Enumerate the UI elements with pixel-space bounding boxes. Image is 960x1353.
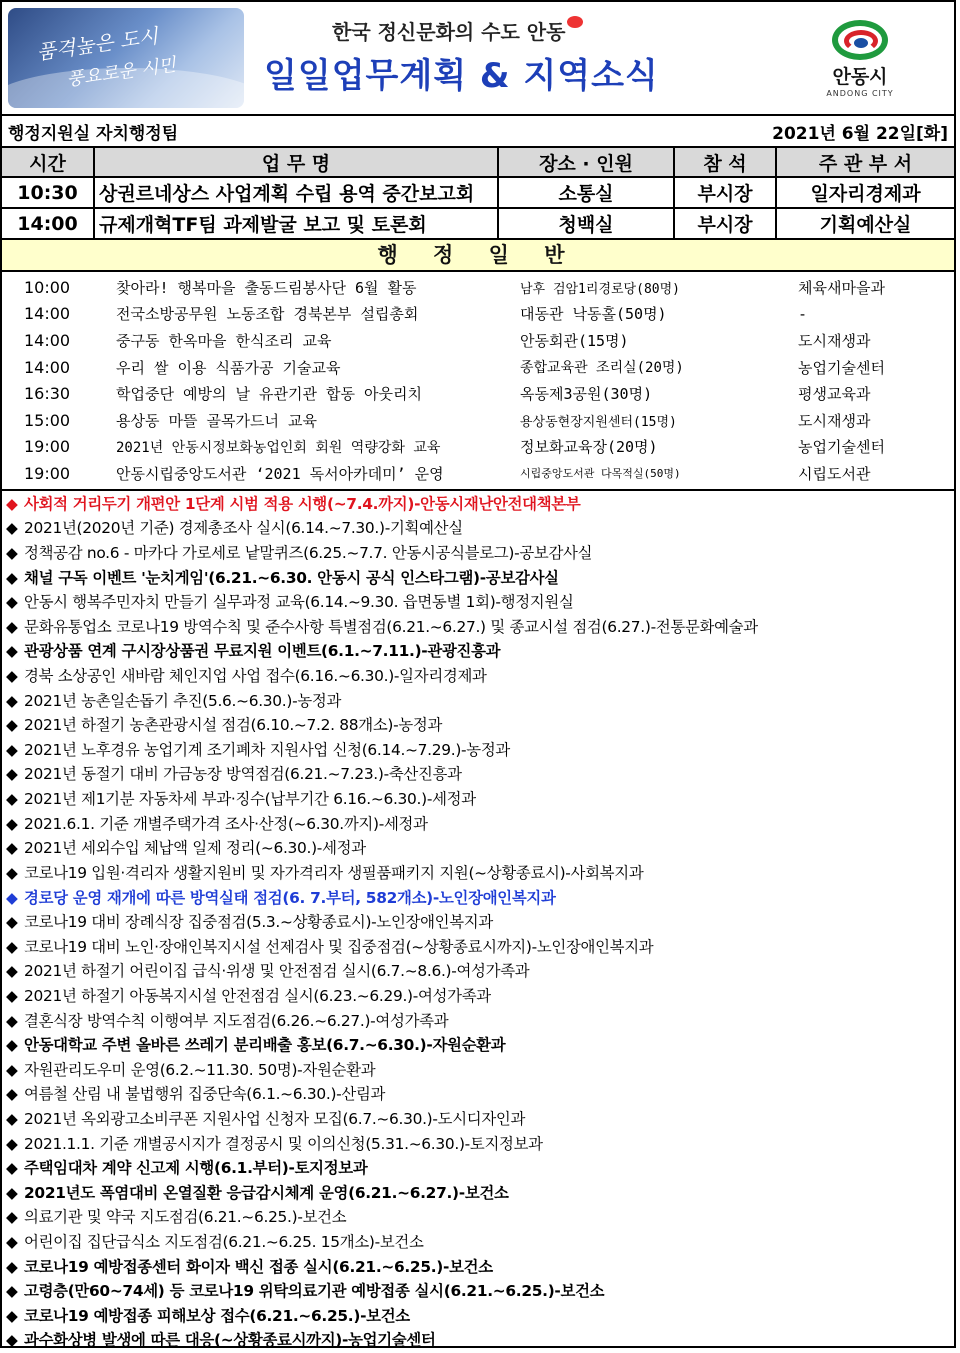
news-text: 여름철 산림 내 불법행위 집중단속(6.1.~6.30.)-산림과: [24, 1085, 386, 1104]
diamond-bullet-icon: ◆: [6, 1011, 18, 1030]
slogan-line1: 품격높은 도시: [35, 23, 160, 65]
general-time: 19:00: [24, 437, 71, 457]
news-text: 문화유통업소 코로나19 방역수칙 및 준수사항 특별점검(6.21.~6.27.) 및 종교시설 점검(6.27.)-전통문화예술과: [24, 617, 758, 636]
diamond-bullet-icon: ◆: [6, 716, 18, 735]
general-task: 전국소방공무원 노동조합 경북본부 설립총회: [116, 305, 419, 324]
diamond-bullet-icon: ◆: [6, 1085, 18, 1104]
news-item: [6, 1304, 954, 1329]
news-item: [6, 738, 954, 763]
schedule-dept: 일자리경제과: [776, 177, 954, 208]
news-text: 어린이집 집단급식소 지도점검(6.21.~6.25. 15개소)-보건소: [24, 1233, 424, 1252]
general-place: 종합교육관 조리실(20명): [520, 360, 684, 377]
diamond-bullet-icon: ◆: [6, 1233, 18, 1252]
general-task: 우리 쌀 이용 식품가공 기술교육: [116, 358, 341, 377]
general-section-title: 행 정 일 반: [2, 240, 954, 272]
news-item: [6, 910, 954, 935]
news-text: 코로나19 대비 노인·장애인복지시설 선제검사 및 집중점검(~상황종료시까지)-노인장애인복지과: [24, 937, 654, 956]
diamond-bullet-icon: ◆: [6, 642, 18, 661]
news-text: 자원관리도우미 운영(6.2.~11.30. 50명)-자원순환과: [24, 1060, 376, 1079]
diamond-bullet-icon: ◆: [6, 863, 18, 882]
news-item: [6, 1033, 954, 1058]
diamond-bullet-icon: ◆: [6, 1282, 18, 1301]
news-text: 코로나19 예방접종 피해보상 접수(6.21.~6.25.)-보건소: [24, 1306, 410, 1325]
news-text: 주택임대차 계약 신고제 시행(6.1.부터)-토지정보과: [24, 1159, 368, 1178]
news-item: [6, 1156, 954, 1181]
diamond-bullet-icon: ◆: [6, 888, 18, 907]
news-text: 과수화상병 발생에 따른 대응(~상황종료시까지)-농업기술센터: [24, 1331, 436, 1350]
news-item: [6, 1132, 954, 1157]
news-item: [6, 492, 954, 517]
diamond-bullet-icon: ◆: [6, 740, 18, 759]
news-text: 2021.6.1. 기준 개별주택가격 조사·산정(~6.30.까지)-세정과: [24, 814, 428, 833]
diamond-bullet-icon: ◆: [6, 1306, 18, 1325]
news-text: 관광상품 연계 구시장상품권 무료지원 이벤트(6.1.~7.11.)-관광진흥과: [24, 642, 501, 661]
news-text: 정책공감 no.6 - 마카다 가로세로 낱말퀴즈(6.25.~7.7. 안동시공식블로그)-공보감사실: [24, 543, 593, 562]
news-text: 2021년 노후경유 농업기계 조기폐차 지원사업 신청(6.14.~7.29.)-농정과: [24, 740, 510, 759]
heart-mark-icon: [567, 16, 583, 28]
news-item: [6, 713, 954, 738]
diamond-bullet-icon: ◆: [6, 913, 18, 932]
banner-subtitle-text: 한국 정신문화의 수도 안동: [332, 20, 566, 44]
schedule-header-row: [2, 148, 954, 177]
header-place: 장소 · 인원: [498, 148, 674, 177]
diamond-bullet-icon: ◆: [6, 790, 18, 809]
news-text: 2021년 농촌일손돕기 추진(5.6.~6.30.)-농정과: [24, 691, 342, 710]
diamond-bullet-icon: ◆: [6, 691, 18, 710]
general-schedule-list: [2, 272, 954, 491]
general-row: [2, 274, 954, 301]
header-attend: 참 석: [674, 148, 776, 177]
news-text: 2021년 동절기 대비 가금농장 방역점검(6.21.~7.23.)-축산진흥과: [24, 765, 462, 784]
general-dept: 시립도서관: [798, 464, 871, 483]
general-row: [2, 407, 954, 434]
diamond-bullet-icon: ◆: [6, 1208, 18, 1227]
news-text: 경로당 운영 재개에 따른 방역실태 점검(6. 7.부터, 582개소)-노인장애인복지과: [24, 888, 556, 907]
general-task: 학업중단 예방의 날 유관기관 합동 아웃리치: [116, 385, 422, 404]
general-dept: 농업기술센터: [798, 358, 885, 377]
news-item: [6, 1328, 954, 1353]
diamond-bullet-icon: ◆: [6, 568, 18, 587]
header-dept: 주 관 부 서: [776, 148, 954, 177]
schedule-time: 14:00: [2, 208, 94, 239]
news-item: [6, 615, 954, 640]
logo-name: 안동시: [832, 66, 888, 88]
general-time: 16:30: [24, 384, 71, 404]
news-item: [6, 1107, 954, 1132]
news-text: 경북 소상공인 새바람 체인지업 사업 접수(6.16.~6.30.)-일자리경제과: [24, 667, 487, 686]
news-item: [6, 516, 954, 541]
general-row: [2, 380, 954, 407]
news-item: [6, 541, 954, 566]
general-time: 14:00: [24, 357, 71, 377]
city-emblem-icon: [832, 20, 888, 60]
news-text: 2021년 하절기 아동복지시설 안전점검 실시(6.23.~6.29.)-여성가족과: [24, 986, 491, 1005]
news-item: [6, 1082, 954, 1107]
diamond-bullet-icon: ◆: [6, 617, 18, 636]
news-text: 의료기관 및 약국 지도점검(6.21.~6.25.)-보건소: [24, 1208, 347, 1227]
news-text: 코로나19 입원·격리자 생활지원비 및 자가격리자 생필품패키지 지원(~상황종료시)-사회복지과: [24, 863, 644, 882]
news-item: [6, 787, 954, 812]
schedule-task: 상권르네상스 사업계획 수립 용역 중간보고회: [94, 177, 498, 208]
news-item: [6, 590, 954, 615]
general-dept: 도시재생과: [798, 331, 871, 350]
news-text: 2021년 옥외광고소비쿠폰 지원사업 신청자 모집(6.7.~6.30.)-도시디자인과: [24, 1109, 526, 1128]
diamond-bullet-icon: ◆: [6, 519, 18, 538]
general-time: 14:00: [24, 330, 71, 350]
schedule-dept: 기획예산실: [776, 208, 954, 239]
news-item: [6, 812, 954, 837]
news-item: [6, 984, 954, 1009]
slogan-line2: 풍요로운 시민: [65, 54, 178, 91]
diamond-bullet-icon: ◆: [6, 1109, 18, 1128]
logo-subtitle: ANDONG CITY: [826, 89, 894, 98]
diamond-bullet-icon: ◆: [6, 839, 18, 858]
general-dept: 도시재생과: [798, 411, 871, 430]
diamond-bullet-icon: ◆: [6, 765, 18, 784]
news-text: 2021년 세외수입 체납액 일제 정리(~6.30.)-세정과: [24, 839, 366, 858]
diamond-bullet-icon: ◆: [6, 1060, 18, 1079]
news-text: 사회적 거리두기 개편안 1단계 시범 적용 시행(~7.4.까지)-안동시재난안전대책본부: [24, 494, 581, 513]
news-item: [6, 959, 954, 984]
general-task: 찾아라! 행복마을 출동드림봉사단 6월 활동: [116, 278, 417, 297]
diamond-bullet-icon: ◆: [6, 962, 18, 981]
news-text: 2021년 제1기분 자동차세 부과·징수(납부기간 6.16.~6.30.)-세정과: [24, 790, 476, 809]
diamond-bullet-icon: ◆: [6, 937, 18, 956]
news-text: 2021년도 폭염대비 온열질환 응급감시체계 운영(6.21.~6.27.)-보건소: [24, 1183, 509, 1202]
news-item: [6, 886, 954, 911]
banner-title: 일일업무계획 & 지역소식: [264, 56, 659, 96]
news-text: 채널 구독 이벤트 '눈치게임'(6.21.~6.30. 안동시 공식 인스타그램)-공보감사실: [24, 568, 559, 587]
diamond-bullet-icon: ◆: [6, 667, 18, 686]
andong-city-logo: [812, 20, 908, 100]
general-row: [2, 301, 954, 328]
general-dept: 체육새마을과: [798, 278, 885, 297]
news-item: [6, 861, 954, 886]
team-date-row: [2, 116, 954, 148]
news-item: [6, 935, 954, 960]
general-task: 2021년 안동시정보화농업인회 회원 역량강화 교육: [116, 439, 441, 456]
news-item: [6, 762, 954, 787]
diamond-bullet-icon: ◆: [6, 1257, 18, 1276]
news-text: 결혼식장 방역수칙 이행여부 지도점검(6.26.~6.27.)-여성가족과: [24, 1011, 449, 1030]
general-row: [2, 327, 954, 354]
schedule-place: 소통실: [498, 177, 674, 208]
diamond-bullet-icon: ◆: [6, 494, 18, 513]
general-place: 안동회관(15명): [520, 331, 629, 350]
news-item: [6, 1009, 954, 1034]
schedule-row: [2, 208, 954, 239]
general-dept: -: [798, 304, 808, 323]
diamond-bullet-icon: ◆: [6, 814, 18, 833]
news-text: 2021.1.1. 기준 개별공시지가 결정공시 및 이의신청(5.31.~6.30.)-토지정보과: [24, 1134, 543, 1153]
news-text: 2021년(2020년 기준) 경제총조사 실시(6.14.~7.30.)-기획예산실: [24, 519, 463, 538]
general-place: 정보화교육장(20명): [520, 438, 658, 457]
general-place: 대동관 낙동홀(50명): [520, 305, 667, 324]
general-dept: 농업기술센터: [798, 438, 885, 457]
schedule-time: 10:30: [2, 177, 94, 208]
news-item: [6, 1279, 954, 1304]
schedule-attend: 부시장: [674, 208, 776, 239]
schedule-row: [2, 177, 954, 208]
news-item: [6, 1205, 954, 1230]
general-time: 19:00: [24, 463, 71, 483]
news-item: [6, 639, 954, 664]
general-row: [2, 460, 954, 487]
diamond-bullet-icon: ◆: [6, 593, 18, 612]
team-name: 행정지원실 자치행정팀: [8, 123, 179, 144]
diamond-bullet-icon: ◆: [6, 1183, 18, 1202]
header-time: 시간: [2, 148, 94, 177]
news-item: [6, 1181, 954, 1206]
news-item: [6, 1255, 954, 1280]
diamond-bullet-icon: ◆: [6, 1036, 18, 1055]
schedule-place: 청백실: [498, 208, 674, 239]
news-text: 코로나19 예방접종센터 화이자 백신 접종 실시(6.21.~6.25.)-보건소: [24, 1257, 493, 1276]
local-news-list: [2, 491, 954, 1353]
news-item: [6, 664, 954, 689]
general-place: 시립중앙도서관 다목적실(50명): [520, 467, 681, 481]
news-item: [6, 836, 954, 861]
general-time: 14:00: [24, 304, 71, 324]
news-item: [6, 566, 954, 591]
news-text: 안동대학교 주변 올바른 쓰레기 분리배출 홍보(6.7.~6.30.)-자원순환과: [24, 1036, 506, 1055]
general-time: 15:00: [24, 410, 71, 430]
header-banner: [2, 2, 954, 116]
news-text: 코로나19 대비 장례식장 집중점검(5.3.~상황종료시)-노인장애인복지과: [24, 913, 493, 932]
general-place: 용상동현장지원센터(15명): [520, 414, 677, 430]
general-place: 옥동제3공원(30명): [520, 385, 653, 404]
general-place: 남후 검암1리경로당(80명): [520, 281, 680, 297]
general-dept: 평생교육과: [798, 385, 871, 404]
banner-subtitle: [332, 16, 583, 45]
header-task: 업 무 명: [94, 148, 498, 177]
schedule-table: [2, 148, 954, 240]
slogan-image: [8, 8, 244, 108]
schedule-task: 규제개혁TF팀 과제발굴 보고 및 토론회: [94, 208, 498, 239]
report-date: 2021년 6월 22일[화]: [772, 123, 948, 144]
diamond-bullet-icon: ◆: [6, 543, 18, 562]
news-text: 고령층(만60~74세) 등 코로나19 위탁의료기관 예방접종 실시(6.21.~6.25.)-보건소: [24, 1282, 605, 1301]
news-text: 2021년 하절기 어린이집 급식·위생 및 안전점검 실시(6.7.~8.6.)-여성가족과: [24, 962, 530, 981]
news-text: 2021년 하절기 농촌관광시설 점검(6.10.~7.2. 88개소)-농정과: [24, 716, 443, 735]
news-item: [6, 1230, 954, 1255]
general-row: [2, 354, 954, 381]
diamond-bullet-icon: ◆: [6, 1331, 18, 1350]
news-text: 안동시 행복주민자치 만들기 실무과정 교육(6.14.~9.30. 읍면동별 1회)-행정지원실: [24, 593, 574, 612]
general-time: 10:00: [24, 277, 71, 297]
diamond-bullet-icon: ◆: [6, 1159, 18, 1178]
diamond-bullet-icon: ◆: [6, 986, 18, 1005]
news-item: [6, 689, 954, 714]
general-task: 용상동 마뜰 골목가드너 교육: [116, 411, 317, 430]
general-row: [2, 434, 954, 461]
diamond-bullet-icon: ◆: [6, 1134, 18, 1153]
general-task: 안동시립중앙도서관 ‘2021 독서아카데미’ 운영: [116, 464, 444, 483]
schedule-attend: 부시장: [674, 177, 776, 208]
general-task: 중구동 한옥마을 한식조리 교육: [116, 331, 332, 350]
news-item: [6, 1058, 954, 1083]
